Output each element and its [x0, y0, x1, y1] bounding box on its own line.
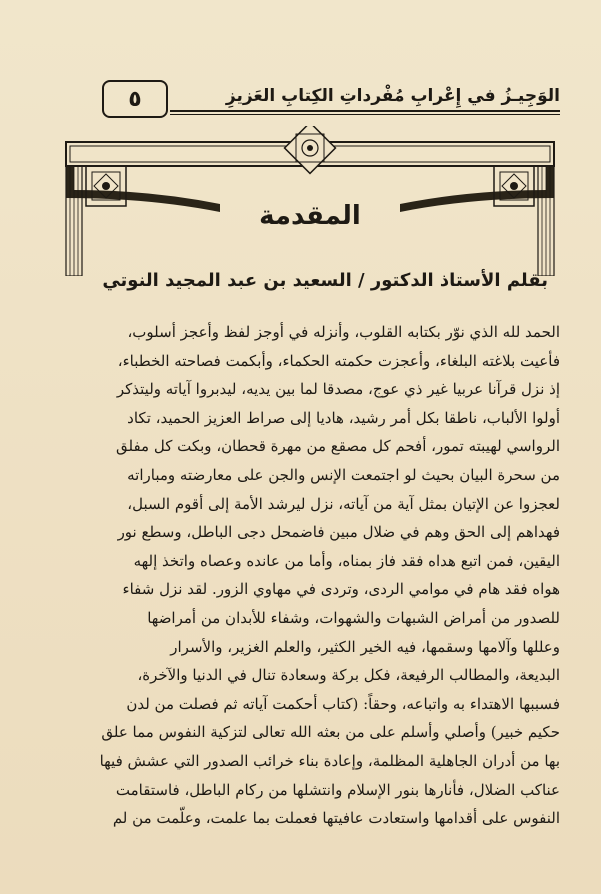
left-column [66, 166, 126, 276]
header-rule-thin [170, 114, 560, 115]
header-rule [170, 110, 560, 112]
text-line: للصدور من أمراض الشبهات والشهوات، وشفاء للأبدان من أمراضها [147, 608, 560, 627]
text-line: هواه فقد هام في موامي الردى، وتردى في مهاوي الزور. لقد نزل شفاء [122, 580, 560, 599]
right-drape [400, 166, 554, 212]
text-line: بها من أدران الجاهلية المظلمة، وإعادة بناء خرائب الصدور التي عشش فيها [99, 751, 560, 770]
text-line: حكيم خبير) وأصلي وأسلم على من بعثه الله تعالى لتزكية النفوس مما علق [101, 723, 560, 742]
text-line: اليقين، فمن اتبع هداه فقد فاز بمناه، وأما من عانده وعصاه واتخذ إلهه [133, 551, 560, 570]
left-drape [66, 166, 220, 212]
text-line: فهداهم إلى الحق وهم في ضلال مبين فاضمحل دجى الباطل، وسطع نور [117, 523, 560, 542]
text-line: وعللها وآلامها وسقمها، فيه الخير الكثير، والعلم الغزير، والأسرار [170, 637, 560, 656]
section-title: المقدمة [259, 201, 361, 231]
text-line: النفوس على أقدامها واستعادت عافيتها فعملت بما علمت، وعلّمت من لم [112, 809, 560, 828]
text-line: إذ نزل قرآنا عربيا غير ذي عوج، مصدقا لما بين يديه، ليدبروا آياته وليتذكر [116, 380, 560, 399]
running-header [60, 80, 560, 120]
text-line: من سحرة البيان بحيث لو اجتمعت الإنس والجن على معارضته ومباراته [127, 465, 560, 484]
text-line: عناكب الضلال، فأنارها بنور الإسلام وانتشلها من ركام الباطل، فاستقامت [115, 780, 560, 799]
text-line: لعجزوا عن الإتيان بمثل آية من آياته، نزل ليرشد الأمة إلى أقوم السبل، [127, 494, 560, 513]
running-title: الوَجِيـزُ في إِعْرابِ مُفْرداتِ الكِتابِ العَزيزِ [225, 86, 560, 106]
text-line: الحمد لله الذي نوّر بكتابه القلوب، وأنزله في أوجز لفظ وأعجز أسلوب، [127, 323, 560, 341]
text-line: البديعة، والمطالب الرفيعة، فكل بركة وسعادة تنال في الدنيا والآخرة، [137, 666, 560, 685]
text-line: الرواسي لهيبته تمور، أفحم كل مصقع من مهرة قحطان، وبكت كل مفلق [115, 437, 560, 456]
text-line: أولوا الألباب، ناطقا بكل أمر رشيد، هاديا إلى صراط العزيز الحميد، تكاد [127, 408, 560, 427]
right-column [494, 166, 554, 276]
body-text [60, 318, 560, 833]
page-number: ٥ [102, 80, 168, 118]
text-line: فأعيت بلاغته البلغاء، وأعجزت حكمته الحكماء، وأبكمت فصاحته الخطباء، [117, 351, 560, 370]
text-line: فسببها الاهتداء به واتباعه، وحقاً: (كتاب أحكمت آياته ثم فصلت من لدن [126, 694, 560, 713]
author-byline: بقلم الأستاذ الدكتور / السعيد بن عبد المجيد النوتي [102, 270, 548, 291]
